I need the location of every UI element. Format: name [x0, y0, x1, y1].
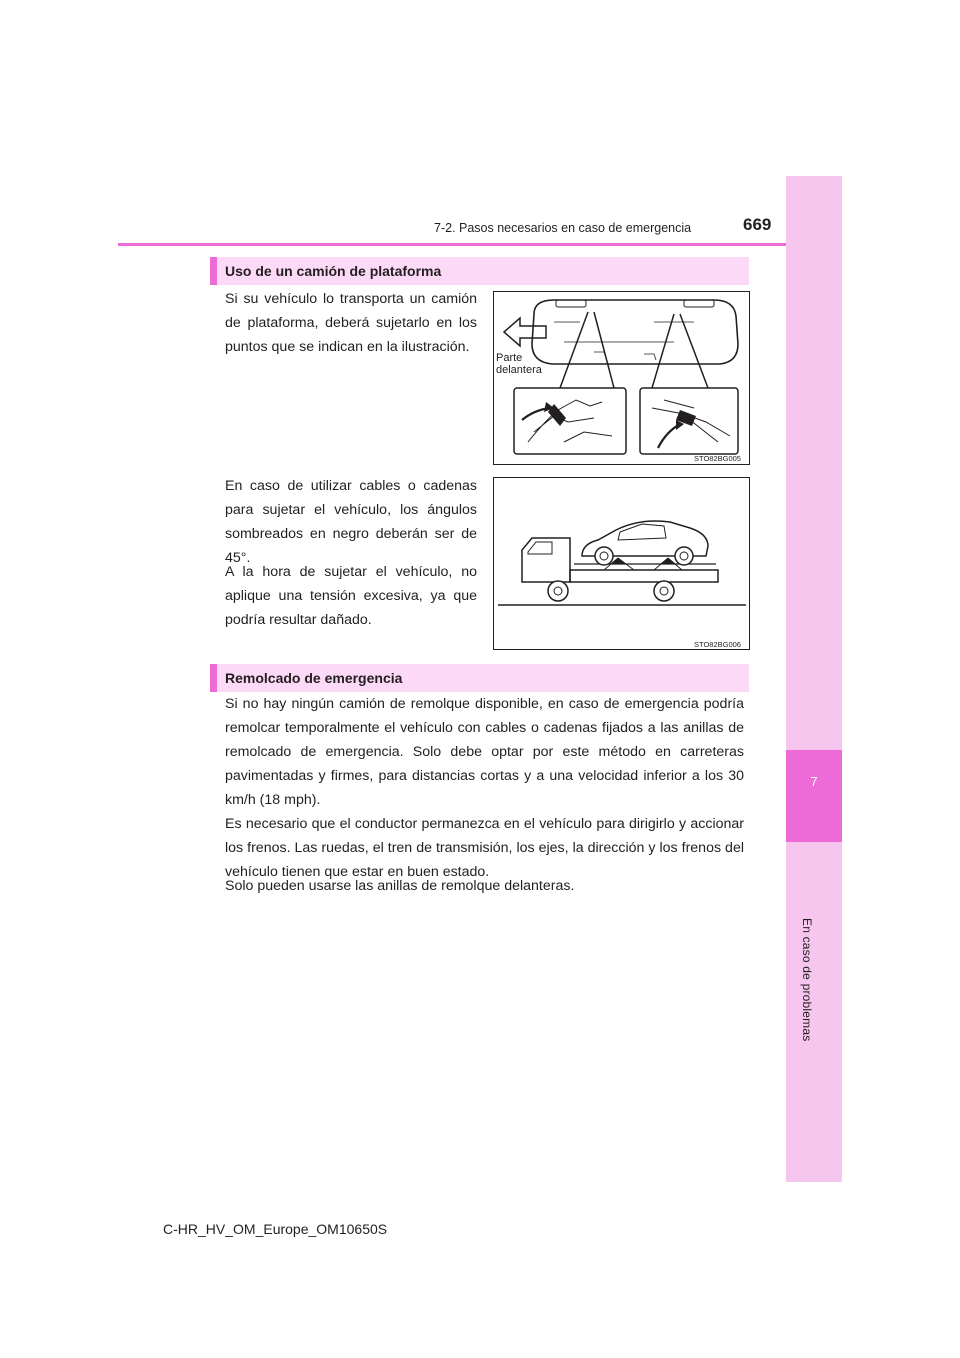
paragraph-front-rings-only: Solo pueden usarse las anillas de remolque delanteras.	[225, 878, 575, 894]
figure-flatbed-truck	[493, 477, 750, 650]
chapter-number: 7	[810, 774, 818, 789]
section-heading-text: Remolcado de emergencia	[225, 670, 403, 686]
heading-accent-bar	[210, 257, 217, 285]
paragraph-no-tension: A la hora de sujetar el vehículo, no aplique una tensión excesiva, ya que podría resultar dañado.	[225, 564, 477, 628]
front-label-line1: Parte	[496, 352, 523, 364]
figure-tie-down-points	[493, 291, 750, 465]
paragraph-cables-angle: En caso de utilizar cables o cadenas para sujetar el vehículo, los ángulos sombreados en negro deberán ser de 45°.	[225, 478, 477, 566]
figure-code: STO82BG006	[694, 640, 741, 649]
paragraph-driver-requirements: Es necesario que el conductor permanezca en el vehículo para dirigirlo y accionar los frenos. Las ruedas, el tren de transmisión, los ejes, la dirección y los frenos del vehículo tienen que estar en buen estado.	[225, 816, 744, 880]
paragraph-emergency-towing: Si no hay ningún camión de remolque disponible, en caso de emergencia podría remolcar temporalmente el vehículo con cables o cadenas fijados a las anillas de remolcado de emergencia. Solo debe optar por este método en carreteras pavimentadas y firmes, para distancias cortas y a una velocidad inferior a los 30 km/h (18 mph).	[225, 696, 744, 808]
tie-down-illustration	[494, 292, 749, 464]
figure-front-label	[496, 352, 542, 376]
heading-accent-bar	[210, 664, 217, 692]
chapter-side-tab	[786, 176, 842, 1182]
flatbed-truck-illustration	[494, 478, 749, 649]
paragraph-flatbed-intro: Si su vehículo lo transporta un camión de plataforma, deberá sujetarlo en los puntos que se indican en la ilustración.	[225, 291, 477, 355]
chapter-number-block	[786, 750, 842, 842]
page-number: 669	[743, 215, 772, 234]
chapter-label: En caso de problemas	[800, 918, 814, 1042]
section-heading-text: Uso de un camión de plataforma	[225, 263, 442, 279]
header-rule	[118, 243, 786, 246]
section-heading-emergency-towing	[210, 664, 749, 692]
section-heading-flatbed	[210, 257, 749, 285]
front-label-line2: delantera	[496, 364, 542, 376]
document-code: C-HR_HV_OM_Europe_OM10650S	[163, 1221, 388, 1237]
figure-code: STO82BG005	[694, 454, 741, 463]
chapter-title: 7-2. Pasos necesarios en caso de emergencia	[434, 221, 692, 235]
